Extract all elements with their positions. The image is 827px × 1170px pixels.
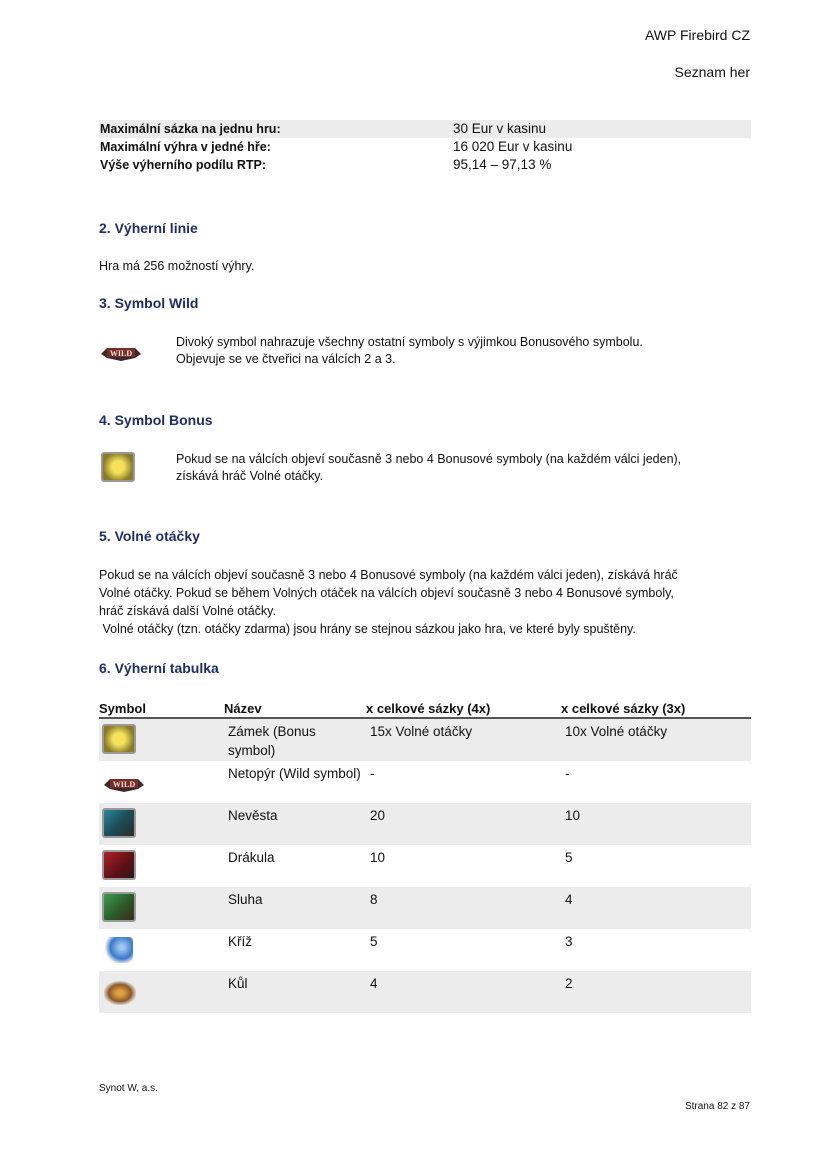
section-heading-win-lines: 2. Výherní linie [99,220,198,236]
footer-company: Synot W, a.s. [99,1083,158,1094]
svg-text:WILD: WILD [112,780,136,789]
info-label: Maximální sázka na jednu hru: [100,122,281,136]
column-header-x3: x celkové sázky (3x) [561,701,686,716]
win-lines-text: Hra má 256 možností výhry. [99,259,255,273]
document-title: AWP Firebird CZ [644,27,750,43]
bat-wild-icon [102,773,146,791]
payout-3x: 10x Volné otáčky [565,724,668,739]
bonus-castle-icon [101,452,135,482]
bonus-description [176,451,756,485]
payout-4x: 10 [370,850,386,865]
payout-3x: 4 [565,892,573,907]
free-spins-line: Volné otáčky (tzn. otáčky zdarma) jsou hrány se stejnou sázkou jako hra, ve které byly spuštěny. [99,622,636,636]
bride-icon [102,808,136,838]
column-header-symbol: Symbol [99,701,146,716]
symbol-name: Drákula [228,850,275,865]
table-row [99,845,751,887]
section-heading-free-spins: 5. Volné otáčky [99,528,200,544]
table-row [99,971,751,1013]
symbol-name: Kůl [228,976,248,991]
free-spins-line: Pokud se na válcích objeví současně 3 nebo 4 Bonusové symboly (na každém válci jeden), získává hráč [99,568,678,582]
payout-4x: 4 [370,976,378,991]
payout-4x: 20 [370,808,386,823]
table-row [99,719,751,761]
payout-4x: 15x Volné otáčky [370,724,473,739]
payout-4x: - [370,766,375,781]
servant-icon [102,892,136,922]
free-spins-line: Volné otáčky. Pokud se během Volných otáček na válcích objeví současně 3 nebo 4 Bonusové symboly, [99,586,674,600]
paytable [99,700,751,1013]
cross-icon [105,937,133,963]
table-row [99,803,751,845]
wild-description [176,334,756,368]
dracula-icon [102,850,136,880]
column-header-name: Název [224,701,262,716]
info-row-rtp [99,156,751,174]
footer-page-number: Strana 82 z 87 [684,1101,750,1112]
section-heading-paytable: 6. Výherní tabulka [99,660,219,676]
free-spins-line: hráč získává další Volné otáčky. [99,604,276,618]
payout-4x: 8 [370,892,378,907]
payout-3x: 2 [565,976,573,991]
wild-symbol-icon [99,342,143,360]
info-value: 95,14 – 97,13 % [453,157,552,172]
castle-bonus-icon [102,724,136,754]
table-row [99,929,751,971]
payout-3x: 10 [565,808,581,823]
symbol-name: Zámek (Bonus symbol) [228,724,316,758]
info-value: 16 020 Eur v kasinu [453,139,573,154]
section-heading-bonus: 4. Symbol Bonus [99,412,213,428]
symbol-name: Netopýr (Wild symbol) [228,766,361,781]
table-row [99,887,751,929]
payout-3x: - [565,766,570,781]
column-header-x4: x celkové sázky (4x) [366,701,491,716]
symbol-name: Sluha [228,892,263,907]
symbol-name: Kříž [228,934,253,949]
wild-description-line: Objevuje se ve čtveřici na válcích 2 a 3. [176,352,396,366]
free-spins-text [99,566,759,638]
document-subtitle: Seznam her [674,64,750,80]
info-label: Maximální výhra v jedné hře: [100,140,271,154]
paytable-header [99,700,751,719]
info-value: 30 Eur v kasinu [453,121,547,136]
symbol-name: Nevěsta [228,808,278,823]
bonus-description-line: Pokud se na válcích objeví současně 3 nebo 4 Bonusové symboly (na každém válci jeden), [176,452,682,466]
bonus-description-line: získává hráč Volné otáčky. [176,469,324,483]
section-heading-wild: 3. Symbol Wild [99,295,199,311]
wild-description-line: Divoký symbol nahrazuje všechny ostatní symboly s výjimkou Bonusového symbolu. [176,335,643,349]
info-label: Výše výherního podílu RTP: [100,158,266,172]
table-row [99,761,751,803]
svg-text:WILD: WILD [109,349,133,358]
payout-3x: 3 [565,934,573,949]
info-row-max-bet [99,120,751,138]
info-row-max-win [99,138,751,156]
payout-4x: 5 [370,934,378,949]
payout-3x: 5 [565,850,573,865]
stake-icon [104,981,136,1005]
game-info-table [99,120,751,174]
